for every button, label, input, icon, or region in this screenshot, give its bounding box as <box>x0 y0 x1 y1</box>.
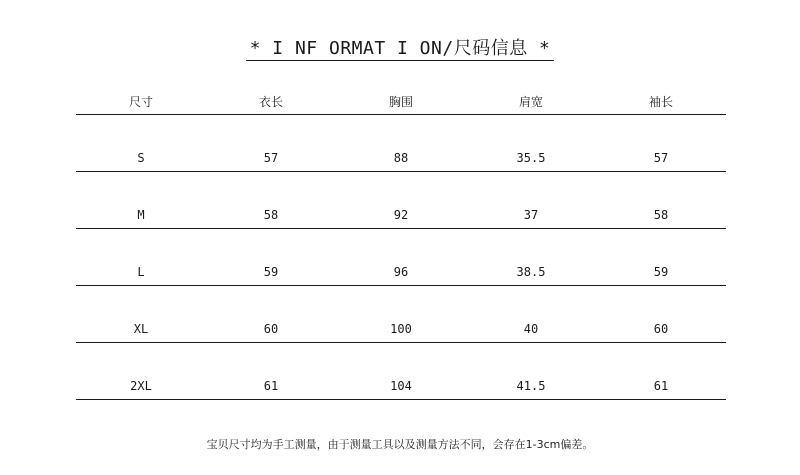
cell-shoulder: 35.5 <box>516 151 546 165</box>
cell-chest: 96 <box>393 265 409 279</box>
size-table <box>76 88 726 400</box>
header-cell-shoulder: 肩宽 <box>518 94 543 109</box>
cell-length: 61 <box>263 379 279 393</box>
cell-shoulder: 40 <box>523 322 539 336</box>
table-row <box>76 286 726 343</box>
cell-length: 57 <box>263 151 279 165</box>
table-row <box>76 343 726 400</box>
cell-size: 2XL <box>130 379 152 393</box>
cell-chest: 88 <box>393 151 409 165</box>
table-header-row <box>76 88 726 115</box>
table-row <box>76 172 726 229</box>
page-title <box>0 34 800 60</box>
title-text: * I NF ORMAT I ON/尺码信息 * <box>246 38 555 61</box>
cell-size: XL <box>133 322 149 336</box>
header-cell-chest: 胸围 <box>388 94 413 109</box>
cell-sleeve: 58 <box>653 208 669 222</box>
header-cell-length: 衣长 <box>258 94 283 109</box>
cell-sleeve: 57 <box>653 151 669 165</box>
cell-length: 59 <box>263 265 279 279</box>
cell-length: 60 <box>263 322 279 336</box>
cell-size: M <box>137 208 145 222</box>
cell-sleeve: 59 <box>653 265 669 279</box>
table-row <box>76 229 726 286</box>
cell-size: L <box>137 265 145 279</box>
measurement-note: 宝贝尺寸均为手工测量，由于测量工具以及测量方法不同，会存在1-3cm偏差。 <box>206 438 594 451</box>
cell-length: 58 <box>263 208 279 222</box>
header-cell-sleeve: 袖长 <box>648 94 673 109</box>
cell-shoulder: 41.5 <box>516 379 546 393</box>
cell-chest: 92 <box>393 208 409 222</box>
cell-size: S <box>137 151 145 165</box>
header-cell-size: 尺寸 <box>128 94 153 109</box>
cell-shoulder: 38.5 <box>516 265 546 279</box>
cell-sleeve: 61 <box>653 379 669 393</box>
cell-chest: 100 <box>390 322 412 336</box>
cell-shoulder: 37 <box>523 208 539 222</box>
cell-sleeve: 60 <box>653 322 669 336</box>
table-row <box>76 115 726 172</box>
cell-chest: 104 <box>390 379 412 393</box>
